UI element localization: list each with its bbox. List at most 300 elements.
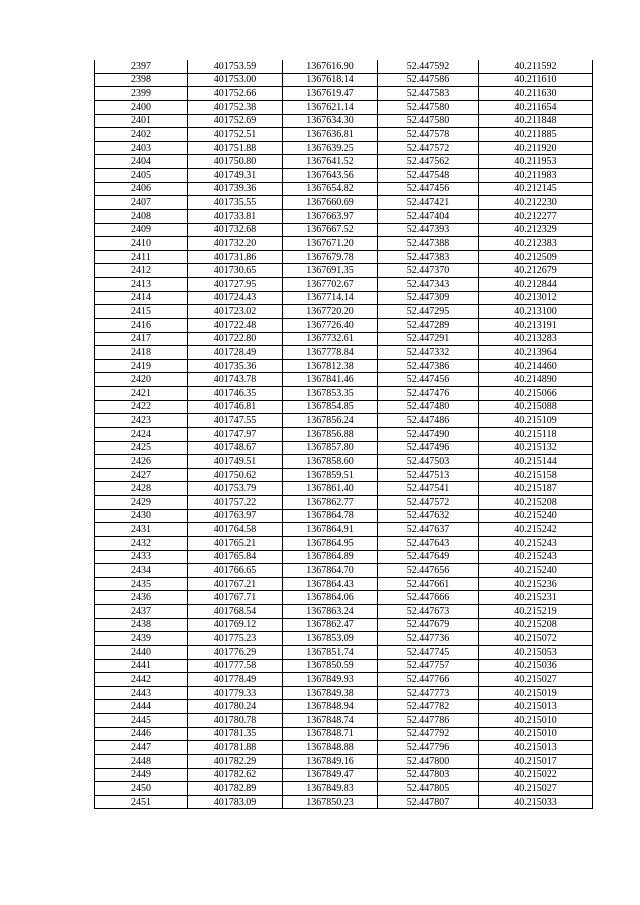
table-row [95,673,593,687]
longitude-cell: 40.211885 [479,128,593,142]
y-coordinate-cell: 1367848.71 [283,727,378,741]
longitude-cell: 40.212145 [479,182,593,196]
latitude-cell: 52.447289 [378,318,479,332]
point-number-cell: 2403 [95,141,188,155]
table-row [95,659,593,673]
latitude-cell: 52.447786 [378,714,479,728]
table-row [95,332,593,346]
longitude-cell: 40.212277 [479,209,593,223]
table-row [95,645,593,659]
x-coordinate-cell: 401751.88 [188,141,283,155]
y-coordinate-cell: 1367854.85 [283,400,378,414]
longitude-cell: 40.215219 [479,605,593,619]
latitude-cell: 52.447782 [378,700,479,714]
y-coordinate-cell: 1367679.78 [283,250,378,264]
y-coordinate-cell: 1367849.83 [283,782,378,796]
y-coordinate-cell: 1367849.16 [283,754,378,768]
y-coordinate-cell: 1367848.88 [283,741,378,755]
x-coordinate-cell: 401781.88 [188,741,283,755]
x-coordinate-cell: 401782.89 [188,782,283,796]
latitude-cell: 52.447456 [378,373,479,387]
latitude-cell: 52.447480 [378,400,479,414]
y-coordinate-cell: 1367859.51 [283,468,378,482]
y-coordinate-cell: 1367863.24 [283,605,378,619]
y-coordinate-cell: 1367864.91 [283,523,378,537]
x-coordinate-cell: 401727.95 [188,278,283,292]
y-coordinate-cell: 1367660.69 [283,196,378,210]
longitude-cell: 40.214460 [479,359,593,373]
y-coordinate-cell: 1367864.06 [283,591,378,605]
table-row [95,441,593,455]
x-coordinate-cell: 401781.35 [188,727,283,741]
point-number-cell: 2423 [95,414,188,428]
table-row [95,455,593,469]
table-row [95,509,593,523]
table-row [95,359,593,373]
x-coordinate-cell: 401753.00 [188,73,283,87]
x-coordinate-cell: 401757.22 [188,496,283,510]
x-coordinate-cell: 401782.29 [188,754,283,768]
longitude-cell: 40.215242 [479,523,593,537]
y-coordinate-cell: 1367851.74 [283,645,378,659]
point-number-cell: 2421 [95,387,188,401]
point-number-cell: 2444 [95,700,188,714]
table-row [95,373,593,387]
longitude-cell: 40.215027 [479,673,593,687]
point-number-cell: 2400 [95,100,188,114]
table-row [95,605,593,619]
longitude-cell: 40.211848 [479,114,593,128]
point-number-cell: 2449 [95,768,188,782]
y-coordinate-cell: 1367643.56 [283,169,378,183]
table-row [95,618,593,632]
point-number-cell: 2428 [95,482,188,496]
y-coordinate-cell: 1367864.95 [283,536,378,550]
latitude-cell: 52.447578 [378,128,479,142]
table-row [95,577,593,591]
table-row [95,87,593,101]
latitude-cell: 52.447548 [378,169,479,183]
longitude-cell: 40.215187 [479,482,593,496]
latitude-cell: 52.447486 [378,414,479,428]
latitude-cell: 52.447332 [378,346,479,360]
table-row [95,754,593,768]
y-coordinate-cell: 1367636.81 [283,128,378,142]
longitude-cell: 40.215208 [479,618,593,632]
y-coordinate-cell: 1367862.47 [283,618,378,632]
latitude-cell: 52.447388 [378,237,479,251]
x-coordinate-cell: 401782.62 [188,768,283,782]
y-coordinate-cell: 1367862.77 [283,496,378,510]
longitude-cell: 40.215243 [479,550,593,564]
point-number-cell: 2448 [95,754,188,768]
point-number-cell: 2443 [95,686,188,700]
x-coordinate-cell: 401767.71 [188,591,283,605]
x-coordinate-cell: 401724.43 [188,291,283,305]
x-coordinate-cell: 401749.51 [188,455,283,469]
longitude-cell: 40.215088 [479,400,593,414]
table-row [95,536,593,550]
table-row [95,523,593,537]
longitude-cell: 40.212509 [479,250,593,264]
x-coordinate-cell: 401765.21 [188,536,283,550]
longitude-cell: 40.213964 [479,346,593,360]
table-row [95,291,593,305]
x-coordinate-cell: 401775.23 [188,632,283,646]
table-row [95,278,593,292]
latitude-cell: 52.447503 [378,455,479,469]
table-row [95,468,593,482]
y-coordinate-cell: 1367849.93 [283,673,378,687]
point-number-cell: 2445 [95,714,188,728]
longitude-cell: 40.215243 [479,536,593,550]
point-number-cell: 2415 [95,305,188,319]
latitude-cell: 52.447766 [378,673,479,687]
x-coordinate-cell: 401747.55 [188,414,283,428]
latitude-cell: 52.447580 [378,100,479,114]
point-number-cell: 2418 [95,346,188,360]
x-coordinate-cell: 401743.78 [188,373,283,387]
latitude-cell: 52.447800 [378,754,479,768]
longitude-cell: 40.212844 [479,278,593,292]
x-coordinate-cell: 401763.97 [188,509,283,523]
longitude-cell: 40.214890 [479,373,593,387]
x-coordinate-cell: 401752.66 [188,87,283,101]
x-coordinate-cell: 401730.65 [188,264,283,278]
y-coordinate-cell: 1367858.60 [283,455,378,469]
latitude-cell: 52.447792 [378,727,479,741]
point-number-cell: 2404 [95,155,188,169]
latitude-cell: 52.447632 [378,509,479,523]
longitude-cell: 40.211592 [479,60,593,73]
latitude-cell: 52.447383 [378,250,479,264]
point-number-cell: 2411 [95,250,188,264]
table-row [95,346,593,360]
point-number-cell: 2399 [95,87,188,101]
point-number-cell: 2439 [95,632,188,646]
y-coordinate-cell: 1367702.67 [283,278,378,292]
longitude-cell: 40.211920 [479,141,593,155]
longitude-cell: 40.215109 [479,414,593,428]
x-coordinate-cell: 401764.58 [188,523,283,537]
point-number-cell: 2398 [95,73,188,87]
y-coordinate-cell: 1367720.20 [283,305,378,319]
point-number-cell: 2409 [95,223,188,237]
point-number-cell: 2410 [95,237,188,251]
table-row [95,496,593,510]
point-number-cell: 2408 [95,209,188,223]
latitude-cell: 52.447562 [378,155,479,169]
point-number-cell: 2406 [95,182,188,196]
table-row [95,223,593,237]
longitude-cell: 40.215240 [479,564,593,578]
x-coordinate-cell: 401732.20 [188,237,283,251]
table-row [95,700,593,714]
latitude-cell: 52.447673 [378,605,479,619]
latitude-cell: 52.447736 [378,632,479,646]
longitude-cell: 40.215019 [479,686,593,700]
y-coordinate-cell: 1367849.47 [283,768,378,782]
y-coordinate-cell: 1367778.84 [283,346,378,360]
point-number-cell: 2419 [95,359,188,373]
point-number-cell: 2436 [95,591,188,605]
latitude-cell: 52.447803 [378,768,479,782]
latitude-cell: 52.447666 [378,591,479,605]
latitude-cell: 52.447421 [378,196,479,210]
longitude-cell: 40.211654 [479,100,593,114]
x-coordinate-cell: 401768.54 [188,605,283,619]
point-number-cell: 2432 [95,536,188,550]
y-coordinate-cell: 1367850.59 [283,659,378,673]
x-coordinate-cell: 401778.49 [188,673,283,687]
longitude-cell: 40.215118 [479,427,593,441]
x-coordinate-cell: 401747.97 [188,427,283,441]
point-number-cell: 2433 [95,550,188,564]
y-coordinate-cell: 1367621.14 [283,100,378,114]
table-row [95,114,593,128]
point-number-cell: 2412 [95,264,188,278]
y-coordinate-cell: 1367663.97 [283,209,378,223]
x-coordinate-cell: 401752.51 [188,128,283,142]
table-row [95,141,593,155]
x-coordinate-cell: 401765.84 [188,550,283,564]
y-coordinate-cell: 1367848.94 [283,700,378,714]
y-coordinate-cell: 1367850.23 [283,795,378,809]
x-coordinate-cell: 401749.31 [188,169,283,183]
y-coordinate-cell: 1367639.25 [283,141,378,155]
x-coordinate-cell: 401723.02 [188,305,283,319]
table-row [95,100,593,114]
y-coordinate-cell: 1367849.38 [283,686,378,700]
point-number-cell: 2407 [95,196,188,210]
latitude-cell: 52.447496 [378,441,479,455]
latitude-cell: 52.447309 [378,291,479,305]
latitude-cell: 52.447513 [378,468,479,482]
x-coordinate-cell: 401733.81 [188,209,283,223]
y-coordinate-cell: 1367732.61 [283,332,378,346]
longitude-cell: 40.215027 [479,782,593,796]
longitude-cell: 40.212230 [479,196,593,210]
longitude-cell: 40.211983 [479,169,593,183]
point-number-cell: 2426 [95,455,188,469]
latitude-cell: 52.447291 [378,332,479,346]
x-coordinate-cell: 401735.55 [188,196,283,210]
x-coordinate-cell: 401766.65 [188,564,283,578]
latitude-cell: 52.447679 [378,618,479,632]
table-row [95,414,593,428]
point-number-cell: 2416 [95,318,188,332]
table-row [95,387,593,401]
table-row [95,727,593,741]
longitude-cell: 40.215072 [479,632,593,646]
point-number-cell: 2442 [95,673,188,687]
point-number-cell: 2420 [95,373,188,387]
y-coordinate-cell: 1367641.52 [283,155,378,169]
longitude-cell: 40.211953 [479,155,593,169]
latitude-cell: 52.447572 [378,496,479,510]
table-row [95,128,593,142]
point-number-cell: 2437 [95,605,188,619]
x-coordinate-cell: 401769.12 [188,618,283,632]
y-coordinate-cell: 1367864.43 [283,577,378,591]
point-number-cell: 2429 [95,496,188,510]
latitude-cell: 52.447572 [378,141,479,155]
latitude-cell: 52.447586 [378,73,479,87]
latitude-cell: 52.447295 [378,305,479,319]
point-number-cell: 2438 [95,618,188,632]
point-number-cell: 2430 [95,509,188,523]
x-coordinate-cell: 401739.36 [188,182,283,196]
x-coordinate-cell: 401776.29 [188,645,283,659]
point-number-cell: 2451 [95,795,188,809]
y-coordinate-cell: 1367864.70 [283,564,378,578]
longitude-cell: 40.215231 [479,591,593,605]
longitude-cell: 40.215240 [479,509,593,523]
x-coordinate-cell: 401753.79 [188,482,283,496]
table-row [95,169,593,183]
y-coordinate-cell: 1367619.47 [283,87,378,101]
table-row [95,741,593,755]
table-row [95,237,593,251]
y-coordinate-cell: 1367861.40 [283,482,378,496]
x-coordinate-cell: 401752.38 [188,100,283,114]
x-coordinate-cell: 401783.09 [188,795,283,809]
x-coordinate-cell: 401728.49 [188,346,283,360]
latitude-cell: 52.447343 [378,278,479,292]
coordinates-table [94,60,593,809]
longitude-cell: 40.215017 [479,754,593,768]
y-coordinate-cell: 1367864.78 [283,509,378,523]
table-row [95,264,593,278]
table-row [95,686,593,700]
table-row [95,196,593,210]
point-number-cell: 2424 [95,427,188,441]
table-row [95,182,593,196]
longitude-cell: 40.213012 [479,291,593,305]
point-number-cell: 2413 [95,278,188,292]
coordinates-table-body [95,60,593,809]
x-coordinate-cell: 401746.81 [188,400,283,414]
y-coordinate-cell: 1367857.80 [283,441,378,455]
x-coordinate-cell: 401735.36 [188,359,283,373]
point-number-cell: 2397 [95,60,188,73]
longitude-cell: 40.215013 [479,700,593,714]
point-number-cell: 2440 [95,645,188,659]
y-coordinate-cell: 1367726.40 [283,318,378,332]
latitude-cell: 52.447580 [378,114,479,128]
table-row [95,550,593,564]
table-row [95,564,593,578]
latitude-cell: 52.447649 [378,550,479,564]
latitude-cell: 52.447490 [378,427,479,441]
longitude-cell: 40.212679 [479,264,593,278]
y-coordinate-cell: 1367616.90 [283,60,378,73]
table-row [95,632,593,646]
longitude-cell: 40.212329 [479,223,593,237]
latitude-cell: 52.447386 [378,359,479,373]
table-row [95,60,593,73]
x-coordinate-cell: 401780.24 [188,700,283,714]
point-number-cell: 2447 [95,741,188,755]
longitude-cell: 40.213191 [479,318,593,332]
latitude-cell: 52.447370 [378,264,479,278]
latitude-cell: 52.447661 [378,577,479,591]
x-coordinate-cell: 401732.68 [188,223,283,237]
table-row [95,427,593,441]
x-coordinate-cell: 401750.62 [188,468,283,482]
longitude-cell: 40.215022 [479,768,593,782]
y-coordinate-cell: 1367654.82 [283,182,378,196]
y-coordinate-cell: 1367841.46 [283,373,378,387]
longitude-cell: 40.211630 [479,87,593,101]
point-number-cell: 2434 [95,564,188,578]
y-coordinate-cell: 1367634.30 [283,114,378,128]
y-coordinate-cell: 1367714.14 [283,291,378,305]
longitude-cell: 40.215144 [479,455,593,469]
table-row [95,318,593,332]
x-coordinate-cell: 401722.48 [188,318,283,332]
point-number-cell: 2431 [95,523,188,537]
table-row [95,591,593,605]
latitude-cell: 52.447456 [378,182,479,196]
x-coordinate-cell: 401748.67 [188,441,283,455]
longitude-cell: 40.215013 [479,741,593,755]
y-coordinate-cell: 1367691.35 [283,264,378,278]
latitude-cell: 52.447393 [378,223,479,237]
y-coordinate-cell: 1367856.24 [283,414,378,428]
y-coordinate-cell: 1367856.88 [283,427,378,441]
latitude-cell: 52.447745 [378,645,479,659]
x-coordinate-cell: 401753.59 [188,60,283,73]
table-row [95,400,593,414]
latitude-cell: 52.447773 [378,686,479,700]
point-number-cell: 2425 [95,441,188,455]
point-number-cell: 2422 [95,400,188,414]
longitude-cell: 40.215066 [479,387,593,401]
latitude-cell: 52.447805 [378,782,479,796]
y-coordinate-cell: 1367864.89 [283,550,378,564]
y-coordinate-cell: 1367671.20 [283,237,378,251]
point-number-cell: 2417 [95,332,188,346]
latitude-cell: 52.447807 [378,795,479,809]
table-row [95,209,593,223]
longitude-cell: 40.213100 [479,305,593,319]
longitude-cell: 40.215010 [479,714,593,728]
longitude-cell: 40.213283 [479,332,593,346]
x-coordinate-cell: 401746.35 [188,387,283,401]
point-number-cell: 2435 [95,577,188,591]
point-number-cell: 2450 [95,782,188,796]
y-coordinate-cell: 1367618.14 [283,73,378,87]
x-coordinate-cell: 401779.33 [188,686,283,700]
point-number-cell: 2402 [95,128,188,142]
point-number-cell: 2427 [95,468,188,482]
longitude-cell: 40.215158 [479,468,593,482]
x-coordinate-cell: 401731.86 [188,250,283,264]
x-coordinate-cell: 401777.58 [188,659,283,673]
latitude-cell: 52.447541 [378,482,479,496]
longitude-cell: 40.211610 [479,73,593,87]
latitude-cell: 52.447583 [378,87,479,101]
latitude-cell: 52.447643 [378,536,479,550]
latitude-cell: 52.447757 [378,659,479,673]
latitude-cell: 52.447796 [378,741,479,755]
latitude-cell: 52.447476 [378,387,479,401]
table-row [95,782,593,796]
y-coordinate-cell: 1367853.09 [283,632,378,646]
point-number-cell: 2414 [95,291,188,305]
point-number-cell: 2401 [95,114,188,128]
